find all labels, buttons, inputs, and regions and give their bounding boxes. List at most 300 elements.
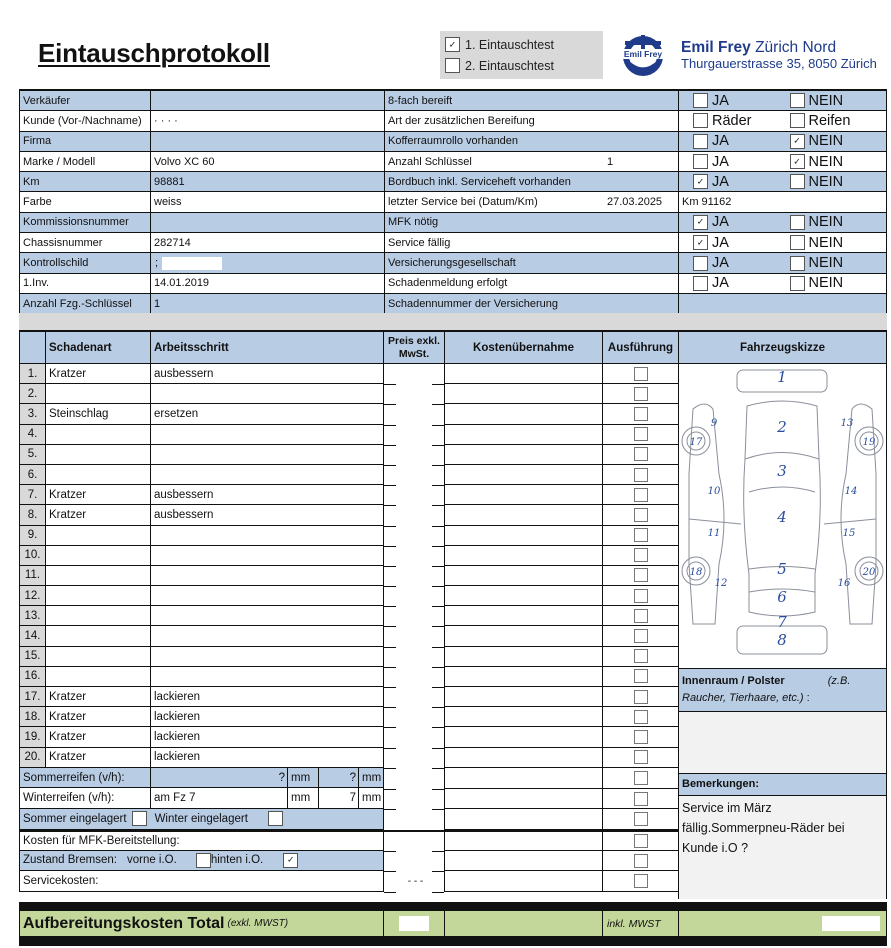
price-cell[interactable] — [383, 425, 444, 445]
execution-cell — [602, 465, 678, 485]
interior-notes-field[interactable] — [679, 712, 886, 774]
execution-cell — [602, 404, 678, 424]
option-a[interactable] — [693, 255, 790, 271]
option-a[interactable] — [693, 214, 790, 230]
option-b-label: NEIN — [808, 255, 844, 272]
test-1-checkbox[interactable] — [445, 37, 460, 52]
damage-type[interactable]: Kratzer — [45, 485, 150, 505]
cost-coverage-cell[interactable] — [444, 707, 602, 727]
execution-checkbox[interactable] — [634, 690, 648, 704]
row-number: 15. — [19, 647, 45, 667]
bottom-bar — [19, 936, 887, 946]
info-options — [678, 132, 887, 151]
info-value[interactable] — [150, 213, 384, 232]
cost-coverage-cell[interactable] — [444, 505, 602, 525]
brakes-front-checkbox[interactable] — [196, 853, 211, 868]
damage-type[interactable] — [45, 647, 150, 667]
option-b-label: Reifen — [808, 112, 851, 129]
option-b[interactable] — [790, 133, 887, 149]
price-cell[interactable] — [383, 727, 444, 747]
sketch-zone-label: 9 — [710, 418, 718, 429]
logo-text: Emil Frey — [623, 49, 663, 59]
option-a-checkbox[interactable] — [693, 134, 708, 149]
info-value-2[interactable] — [604, 172, 678, 191]
info-value[interactable] — [150, 91, 384, 110]
option-b[interactable] — [790, 174, 887, 190]
work-step[interactable]: lackieren — [150, 748, 383, 768]
test-2-checkbox[interactable] — [445, 58, 460, 73]
extra-row-mid — [383, 768, 678, 789]
test-option-2[interactable] — [445, 55, 603, 76]
summer-front-unit: mm — [287, 768, 318, 789]
brakes-front-label: vorne i.O. — [126, 854, 177, 867]
info-label: Marke / Modell — [19, 152, 150, 171]
cost-coverage-cell[interactable] — [444, 404, 602, 424]
winter-stored-label: Winter eingelagert — [154, 812, 248, 825]
info-value-2[interactable] — [604, 253, 678, 272]
work-step[interactable] — [150, 667, 383, 687]
work-step[interactable]: ausbessern — [150, 505, 383, 525]
price-cell[interactable] — [383, 404, 444, 424]
damage-type[interactable] — [45, 667, 150, 687]
option-b-checkbox[interactable] — [790, 276, 805, 291]
execution-checkbox[interactable] — [634, 427, 648, 441]
execution-checkbox[interactable] — [634, 710, 648, 724]
execution-checkbox[interactable] — [634, 854, 648, 868]
row-number: 10. — [19, 546, 45, 566]
storage-cell — [19, 809, 383, 830]
info-options — [678, 172, 887, 191]
damage-type[interactable]: Kratzer — [45, 364, 150, 384]
last-service-km[interactable]: Km 91162 — [682, 196, 732, 209]
damage-type[interactable] — [45, 566, 150, 586]
company-block — [681, 40, 877, 72]
info-value[interactable]: ; — [150, 253, 384, 272]
brakes-rear-checkbox[interactable] — [283, 853, 298, 868]
info-row — [19, 192, 887, 212]
info-label-2: MFK nötig — [384, 213, 604, 232]
price-cell[interactable] — [383, 667, 444, 687]
option-b-checkbox[interactable] — [790, 235, 805, 250]
extra-row-mid — [383, 789, 678, 810]
option-b-label: NEIN — [808, 153, 844, 170]
option-a-checkbox[interactable] — [693, 235, 708, 250]
sketch-column — [678, 364, 887, 899]
extra-row-mid — [383, 809, 678, 830]
cost-coverage-cell[interactable] — [444, 647, 602, 667]
remarks-field[interactable]: Service im März fällig.Sommerpneu-Räder bei Kunde i.O ? — [679, 796, 886, 899]
damage-type[interactable]: Kratzer — [45, 687, 150, 707]
work-step[interactable]: ausbessern — [150, 364, 383, 384]
interior-hint-a: (z.B. — [827, 675, 851, 687]
price-cell[interactable] — [383, 606, 444, 626]
info-label-2: Service fällig — [384, 233, 604, 252]
execution-cell — [602, 647, 678, 667]
info-value[interactable] — [150, 132, 384, 151]
price-cell[interactable] — [383, 445, 444, 465]
extra-row-mid — [383, 830, 678, 851]
price-cell[interactable] — [383, 809, 444, 830]
total-incl-value[interactable] — [679, 911, 886, 936]
option-b-checkbox[interactable] — [790, 215, 805, 230]
option-a-label: JA — [712, 92, 729, 109]
info-value-2[interactable] — [604, 132, 678, 151]
work-step[interactable] — [150, 526, 383, 546]
price-cell[interactable] — [383, 626, 444, 646]
divider-bar — [19, 902, 887, 911]
work-step[interactable] — [150, 546, 383, 566]
option-a[interactable] — [693, 174, 790, 190]
option-a[interactable] — [693, 235, 790, 251]
info-options — [678, 91, 887, 110]
execution-checkbox[interactable] — [634, 730, 648, 744]
option-a[interactable] — [693, 275, 790, 291]
cost-coverage-cell[interactable] — [444, 364, 602, 384]
option-a-checkbox[interactable] — [693, 154, 708, 169]
emil-frey-logo-icon — [618, 32, 668, 78]
info-value-2[interactable] — [604, 274, 678, 293]
price-cell[interactable] — [383, 586, 444, 606]
damage-type[interactable] — [45, 546, 150, 566]
info-label: Chassisnummer — [19, 233, 150, 252]
price-cell[interactable] — [383, 789, 444, 810]
summer-front-value[interactable]: ? — [150, 768, 287, 789]
info-row — [19, 274, 887, 294]
option-b-checkbox[interactable] — [790, 256, 805, 271]
info-label: Km — [19, 172, 150, 191]
damage-table-header — [19, 330, 887, 364]
execution-checkbox[interactable] — [634, 548, 648, 562]
option-a-checkbox[interactable] — [693, 215, 708, 230]
damage-type[interactable] — [45, 465, 150, 485]
option-a[interactable] — [693, 133, 790, 149]
cost-coverage-cell[interactable] — [444, 871, 602, 892]
option-a-label: JA — [712, 275, 729, 292]
cost-coverage-cell[interactable] — [444, 727, 602, 747]
execution-cell — [602, 606, 678, 626]
execution-checkbox[interactable] — [634, 568, 648, 582]
price-cell[interactable] — [383, 748, 444, 768]
windshield-line — [745, 453, 819, 460]
cost-coverage-cell[interactable] — [444, 445, 602, 465]
execution-cell — [602, 748, 678, 768]
page-title: Eintauschprotokoll — [38, 38, 270, 68]
row-number: 19. — [19, 727, 45, 747]
damage-type[interactable] — [45, 586, 150, 606]
info-row — [19, 213, 887, 233]
price-cell[interactable] — [383, 851, 444, 872]
execution-cell — [602, 851, 678, 872]
info-value-2[interactable] — [604, 111, 678, 130]
info-value-2[interactable] — [604, 233, 678, 252]
header-schadenart: Schadenart — [45, 332, 150, 363]
info-label-2: Bordbuch inkl. Serviceheft vorhanden — [384, 172, 604, 191]
execution-checkbox[interactable] — [634, 468, 648, 482]
execution-checkbox[interactable] — [634, 771, 648, 785]
info-row — [19, 172, 887, 192]
cost-coverage-cell[interactable] — [444, 546, 602, 566]
execution-checkbox[interactable] — [634, 750, 648, 764]
info-label-2: Art der zusätzlichen Bereifung — [384, 111, 604, 130]
interior-title: Innenraum / Polster — [682, 675, 785, 687]
brakes-rear-label: hinten i.O. — [210, 854, 264, 867]
info-label-2: 8-fach bereift — [384, 91, 604, 110]
remarks-header — [679, 774, 886, 796]
price-cell[interactable] — [383, 485, 444, 505]
cost-coverage-cell[interactable] — [444, 789, 602, 810]
work-step[interactable]: ersetzen — [150, 404, 383, 424]
execution-checkbox[interactable] — [634, 508, 648, 522]
execution-checkbox[interactable] — [634, 407, 648, 421]
sketch-zone-label: 4 — [777, 508, 787, 526]
execution-checkbox[interactable] — [634, 834, 648, 848]
cost-coverage-cell[interactable] — [444, 465, 602, 485]
execution-cell — [602, 727, 678, 747]
info-value[interactable]: 14.01.2019 — [150, 274, 384, 293]
damage-table — [19, 330, 887, 892]
execution-checkbox[interactable] — [634, 528, 648, 542]
damage-type[interactable]: Steinschlag — [45, 404, 150, 424]
execution-checkbox[interactable] — [634, 367, 648, 381]
work-step[interactable] — [150, 566, 383, 586]
price-cell[interactable] — [383, 687, 444, 707]
damage-type[interactable] — [45, 384, 150, 404]
info-value-2[interactable] — [604, 213, 678, 232]
option-b[interactable] — [790, 214, 887, 230]
service-cost-label: Servicekosten: — [19, 871, 383, 892]
option-b-label: NEIN — [808, 214, 844, 231]
damage-type[interactable]: Kratzer — [45, 727, 150, 747]
section-divider — [19, 313, 887, 330]
info-value[interactable]: · · · · — [150, 111, 384, 130]
option-a-checkbox[interactable] — [693, 174, 708, 189]
cost-coverage-cell[interactable] — [444, 566, 602, 586]
row-number: 13. — [19, 606, 45, 626]
execution-checkbox[interactable] — [634, 629, 648, 643]
test-option-1[interactable] — [445, 34, 603, 55]
price-cell[interactable] — [383, 832, 444, 851]
cost-coverage-cell[interactable] — [444, 425, 602, 445]
work-step[interactable] — [150, 445, 383, 465]
total-row — [19, 911, 887, 936]
sketch-zone-label: 3 — [777, 462, 787, 480]
info-label-2: letzter Service bei (Datum/Km) — [384, 192, 604, 211]
incl-mwst-label: inkl. MWST — [603, 911, 679, 936]
price-cell[interactable] — [383, 465, 444, 485]
work-step[interactable] — [150, 384, 383, 404]
row-number: 11. — [19, 566, 45, 586]
info-label: 1.Inv. — [19, 274, 150, 293]
cost-coverage-cell[interactable] — [444, 687, 602, 707]
car-diagram-icon — [679, 364, 886, 668]
option-a-checkbox[interactable] — [693, 93, 708, 108]
price-cell[interactable] — [383, 707, 444, 727]
info-label: Kontrollschild — [19, 253, 150, 272]
winter-tires-label: Winterreifen (v/h): — [19, 788, 150, 809]
execution-checkbox[interactable] — [634, 488, 648, 502]
info-value[interactable]: 1 — [150, 294, 384, 313]
work-step[interactable]: lackieren — [150, 687, 383, 707]
damage-type[interactable]: Kratzer — [45, 748, 150, 768]
execution-cell — [602, 586, 678, 606]
option-b-label: NEIN — [808, 173, 844, 190]
winter-front-value[interactable]: am Fz 7 — [150, 788, 287, 809]
option-b[interactable] — [790, 275, 887, 291]
price-cell[interactable] — [383, 647, 444, 667]
execution-cell — [602, 626, 678, 646]
summer-tires-label: Sommerreifen (v/h): — [19, 768, 150, 789]
extra-row-mid — [383, 871, 678, 892]
work-step[interactable] — [150, 425, 383, 445]
option-a[interactable] — [693, 154, 790, 170]
cost-coverage-cell[interactable] — [444, 809, 602, 830]
info-label: Kunde (Vor-/Nachname) — [19, 111, 150, 130]
info-value-2[interactable] — [604, 91, 678, 110]
price-cell[interactable] — [383, 505, 444, 525]
info-value[interactable]: 282714 — [150, 233, 384, 252]
option-b-checkbox[interactable] — [790, 154, 805, 169]
summer-rear-value[interactable]: ? — [318, 768, 358, 789]
cost-coverage-cell[interactable] — [444, 851, 602, 872]
eintauschtest-selector — [440, 31, 603, 79]
damage-type[interactable] — [45, 425, 150, 445]
execution-checkbox[interactable] — [634, 649, 648, 663]
work-step[interactable]: ausbessern — [150, 485, 383, 505]
info-value[interactable]: weiss — [150, 192, 384, 211]
execution-checkbox[interactable] — [634, 812, 648, 826]
cost-coverage-cell[interactable] — [444, 384, 602, 404]
option-b[interactable] — [790, 113, 887, 129]
execution-checkbox[interactable] — [634, 589, 648, 603]
summer-stored-checkbox[interactable] — [132, 811, 147, 826]
total-exkl-value[interactable] — [384, 911, 445, 936]
damage-type[interactable]: Kratzer — [45, 707, 150, 727]
option-b-checkbox[interactable] — [790, 134, 805, 149]
info-label-2: Schadenmeldung erfolgt — [384, 274, 604, 293]
sketch-zone-label: 18 — [689, 567, 703, 578]
execution-checkbox[interactable] — [634, 874, 648, 888]
work-step[interactable] — [150, 647, 383, 667]
option-a-label: JA — [712, 173, 729, 190]
option-a-checkbox[interactable] — [693, 256, 708, 271]
option-b[interactable] — [790, 154, 887, 170]
execution-cell — [602, 425, 678, 445]
option-b[interactable] — [790, 255, 887, 271]
info-value-2[interactable] — [604, 294, 678, 313]
brakes-cell — [19, 851, 383, 872]
row-number: 9. — [19, 526, 45, 546]
option-a[interactable] — [693, 113, 790, 129]
cost-coverage-cell[interactable] — [444, 526, 602, 546]
execution-checkbox[interactable] — [634, 387, 648, 401]
damage-rows — [19, 364, 887, 892]
price-cell[interactable] — [383, 546, 444, 566]
info-value[interactable]: 98881 — [150, 172, 384, 191]
damage-type[interactable] — [45, 606, 150, 626]
info-label: Kommissionsnummer — [19, 213, 150, 232]
sketch-zone-label: 14 — [844, 486, 858, 497]
info-value-2[interactable]: 1 — [607, 155, 614, 168]
vehicle-sketch[interactable] — [679, 364, 886, 669]
cost-coverage-cell[interactable] — [444, 768, 602, 789]
header-fahrzeugskizze: Fahrzeugskizze — [678, 332, 887, 363]
info-options — [678, 294, 887, 313]
info-label: Farbe — [19, 192, 150, 211]
info-value[interactable]: Volvo XC 60 — [150, 152, 384, 171]
info-options — [678, 274, 887, 293]
row-number: 6. — [19, 465, 45, 485]
total-cost-cell — [445, 911, 603, 936]
sketch-zone-label: 1 — [777, 368, 787, 386]
execution-cell — [602, 832, 678, 851]
info-label-2: Versicherungsgesellschaft — [384, 253, 604, 272]
work-step[interactable] — [150, 465, 383, 485]
work-step[interactable] — [150, 626, 383, 646]
info-options — [678, 192, 887, 211]
cost-coverage-cell[interactable] — [444, 606, 602, 626]
info-options — [678, 152, 887, 171]
option-b-checkbox[interactable] — [790, 93, 805, 108]
damage-type[interactable] — [45, 445, 150, 465]
cost-coverage-cell[interactable] — [444, 832, 602, 851]
option-a-label: JA — [712, 234, 729, 251]
price-cell[interactable] — [383, 768, 444, 789]
work-step[interactable]: lackieren — [150, 727, 383, 747]
option-b-checkbox[interactable] — [790, 174, 805, 189]
cost-coverage-cell[interactable] — [444, 748, 602, 768]
company-address: Thurgauerstrasse 35, 8050 Zürich — [681, 56, 877, 71]
execution-cell — [602, 485, 678, 505]
damage-type[interactable] — [45, 626, 150, 646]
option-a-checkbox[interactable] — [693, 113, 708, 128]
remarks-title: Bemerkungen: — [682, 778, 760, 790]
execution-checkbox[interactable] — [634, 669, 648, 683]
option-a[interactable] — [693, 93, 790, 109]
execution-cell — [602, 445, 678, 465]
cost-coverage-cell[interactable] — [444, 626, 602, 646]
price-cell[interactable] — [383, 364, 444, 384]
execution-cell — [602, 687, 678, 707]
brakes-label: Zustand Bremsen: — [23, 854, 117, 867]
work-step[interactable]: lackieren — [150, 707, 383, 727]
price-cell[interactable] — [383, 384, 444, 404]
execution-checkbox[interactable] — [634, 792, 648, 806]
cost-coverage-cell[interactable] — [444, 485, 602, 505]
price-cell[interactable] — [383, 526, 444, 546]
winter-rear-value[interactable]: 7 — [318, 788, 358, 809]
option-b[interactable] — [790, 93, 887, 109]
total-label: Aufbereitungskosten Total (exkl. MWST) — [20, 911, 384, 936]
sketch-zone-label: 17 — [689, 437, 703, 448]
work-step[interactable] — [150, 606, 383, 626]
execution-checkbox[interactable] — [634, 609, 648, 623]
row-number: 17. — [19, 687, 45, 707]
damage-type[interactable]: Kratzer — [45, 505, 150, 525]
price-cell[interactable] — [383, 566, 444, 586]
info-value-2[interactable]: 27.03.2025 — [607, 196, 663, 209]
price-cell[interactable] — [383, 871, 444, 892]
damage-type[interactable] — [45, 526, 150, 546]
cost-coverage-cell[interactable] — [444, 586, 602, 606]
execution-cell — [602, 809, 678, 830]
option-b-checkbox[interactable] — [790, 113, 805, 128]
work-step[interactable] — [150, 586, 383, 606]
winter-stored-checkbox[interactable] — [268, 811, 283, 826]
cost-coverage-cell[interactable] — [444, 667, 602, 687]
execution-checkbox[interactable] — [634, 447, 648, 461]
option-b[interactable] — [790, 235, 887, 251]
option-a-checkbox[interactable] — [693, 276, 708, 291]
